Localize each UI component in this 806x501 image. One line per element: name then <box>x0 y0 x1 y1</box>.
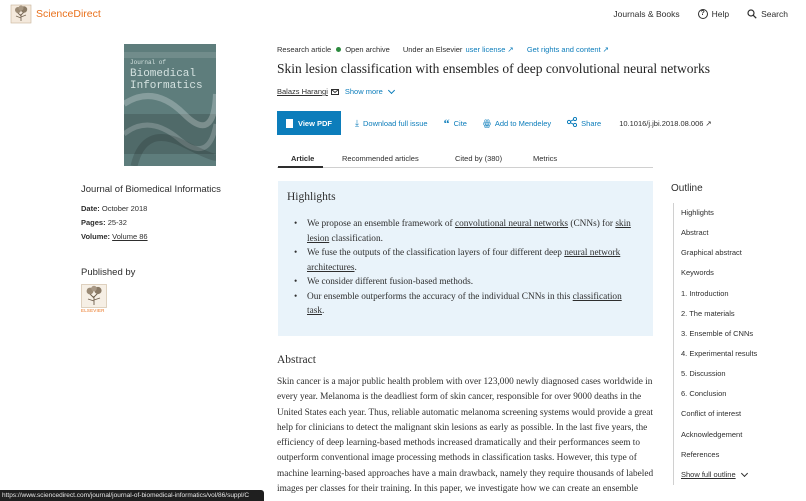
topic-link[interactable]: skin lesion <box>307 219 631 244</box>
outline-item[interactable]: References <box>681 449 720 459</box>
author-line <box>277 87 394 96</box>
email-icon[interactable] <box>331 89 339 95</box>
open-access-dot-icon <box>336 47 341 52</box>
show-full-outline-button[interactable] <box>674 465 793 485</box>
share-label: Share <box>581 118 602 128</box>
outline-item[interactable]: Highlights <box>681 208 714 217</box>
search-label: Search <box>761 9 788 19</box>
cite-button[interactable] <box>443 116 467 130</box>
list-item <box>294 217 634 246</box>
help-label: Help <box>711 9 730 19</box>
highlight-text: (CNNs) for <box>568 219 616 229</box>
highlights-list <box>294 217 634 319</box>
list-item <box>294 246 634 275</box>
article-actions <box>277 111 712 135</box>
browser-status-url: https://www.sciencedirect.com/journal/journal-of-biomedical-informatics/vol/86/suppl/C <box>0 490 264 501</box>
share-icon <box>567 117 577 129</box>
mendeley-button[interactable] <box>483 118 551 129</box>
outline-item[interactable]: Abstract <box>681 228 709 238</box>
list-item <box>294 275 634 290</box>
tab-metrics[interactable]: Metrics <box>533 154 558 163</box>
topic-link[interactable]: classification task <box>307 291 622 316</box>
journal-name: Journal of Biomedical Informatics <box>81 184 221 195</box>
journal-cover-image[interactable] <box>124 44 216 166</box>
download-issue-button[interactable] <box>355 118 428 129</box>
pdf-icon <box>286 119 293 128</box>
outline-item[interactable]: Graphical abstract <box>681 248 742 258</box>
license-prefix: Under an Elsevier <box>402 45 463 54</box>
author-link[interactable]: Balazs Harangi <box>277 87 328 96</box>
outline-list <box>673 203 793 485</box>
sciencedirect-logo[interactable] <box>10 4 101 24</box>
outline-heading: Outline <box>671 183 703 194</box>
list-item <box>294 290 634 319</box>
highlight-text: . <box>321 306 325 316</box>
highlight-text: We propose an ensemble framework of <box>307 219 455 229</box>
download-icon: ⤓ <box>355 117 359 128</box>
abstract-text: Skin cancer is a major public health problem with over 123,000 newly diagnosed cases worldwide in every year. Melanoma is the deadliest form of skin cancer, responsible for over 9000 deaths in the United States each year. Thus, reliable automatic melanoma screening systems would provide a great help for clinicians to detect the malignant skin lesions as early as possible. In the last five years, the efficiency of deep learning-based methods increased dramatically and their performances seem to outperform conventional image processing methods in classification tasks. However, this type of machine learning-based approaches have a main drawback, namely they require thousands of labeled images per classes for their training. In this paper, we investigate how we can create an ensemble <box>277 377 654 495</box>
show-full-outline-label: Show full outline <box>681 469 736 479</box>
mendeley-label: Add to Mendeley <box>494 118 552 128</box>
access-type: Open archive <box>345 45 390 54</box>
cover-title-line: Informatics <box>130 80 203 92</box>
elsevier-wordmark: ELSEVIER <box>81 308 105 313</box>
view-pdf-button[interactable] <box>277 111 341 135</box>
share-button[interactable] <box>567 117 601 129</box>
volume-label: Volume: <box>81 232 111 241</box>
cover-title-line: Biomedical <box>130 68 197 80</box>
doi-link[interactable]: 10.1016/j.jbi.2018.08.006 ↗ <box>619 118 712 128</box>
cover-title-line: Journal of <box>130 59 167 66</box>
highlights-box <box>278 181 653 336</box>
outline-item[interactable]: Keywords <box>681 268 714 278</box>
outline-item[interactable]: 4. Experimental results <box>681 348 758 358</box>
article-type: Research article <box>277 45 332 54</box>
tab-cited-by[interactable]: Cited by (380) <box>455 154 503 163</box>
volume-link[interactable]: Volume 86 <box>112 232 148 241</box>
rights-link[interactable]: Get rights and content ↗ <box>526 45 609 54</box>
highlight-text: We fuse the outputs of the classification layers of four different deep <box>307 248 565 258</box>
search-icon <box>747 9 757 19</box>
highlight-text: classification. <box>329 233 383 244</box>
quote-icon: “ <box>443 116 450 130</box>
help-link[interactable] <box>698 9 729 19</box>
date-value: October 2018 <box>101 204 148 213</box>
journals-books-link[interactable]: Journals & Books <box>613 9 680 19</box>
outline-item[interactable]: 2. The materials <box>681 308 735 318</box>
highlight-text: We consider different fusion-based methods. <box>307 277 474 287</box>
outline-item[interactable]: Conflict of interest <box>681 409 742 419</box>
search-link[interactable] <box>747 9 788 19</box>
brand-name: ScienceDirect <box>36 8 101 20</box>
outline-item[interactable]: 6. Conclusion <box>681 389 727 399</box>
abstract-heading: Abstract <box>277 354 316 366</box>
download-issue-label: Download full issue <box>362 118 428 128</box>
tab-article[interactable]: Article <box>291 154 315 163</box>
highlight-text: . <box>354 262 357 273</box>
tab-recommended[interactable]: Recommended articles <box>342 154 419 163</box>
article-type-line <box>277 45 609 54</box>
article-tabs <box>277 150 653 168</box>
view-pdf-label: View PDF <box>297 118 333 128</box>
outline-item[interactable]: 5. Discussion <box>681 369 726 379</box>
topic-link[interactable]: convolutional neural networks <box>454 219 569 229</box>
journal-volume <box>81 232 148 241</box>
highlights-heading: Highlights <box>287 191 336 203</box>
top-header <box>0 0 806 30</box>
outline-item[interactable]: Acknowledgement <box>681 429 743 439</box>
highlight-text: Our ensemble outperforms the accuracy of the individual CNNs in this <box>307 291 573 302</box>
outline-item[interactable]: 3. Ensemble of CNNs <box>681 328 754 338</box>
top-nav <box>613 9 788 19</box>
date-label: Date: <box>81 204 100 213</box>
pages-value: 25-32 <box>107 218 127 227</box>
mendeley-icon: ꙮ <box>482 117 491 128</box>
cover-title <box>130 58 214 92</box>
help-icon: ? <box>698 9 708 19</box>
user-license-link[interactable]: user license ↗ <box>465 45 514 54</box>
elsevier-tree-icon <box>10 4 32 24</box>
journal-pages <box>81 218 127 227</box>
chevron-down-icon <box>741 470 748 477</box>
pages-label: Pages: <box>81 218 106 227</box>
journal-date <box>81 204 147 213</box>
chevron-down-icon <box>388 86 395 93</box>
topic-link[interactable]: neural network architectures <box>307 248 621 273</box>
article-title: Skin lesion classification with ensembles of deep convolutional neural networks <box>277 61 711 76</box>
outline-item[interactable]: 1. Introduction <box>681 288 729 298</box>
show-more-button[interactable]: Show more <box>344 87 383 96</box>
cite-label: Cite <box>453 118 467 128</box>
published-by-heading: Published by <box>81 267 136 278</box>
active-tab-indicator <box>278 166 323 168</box>
